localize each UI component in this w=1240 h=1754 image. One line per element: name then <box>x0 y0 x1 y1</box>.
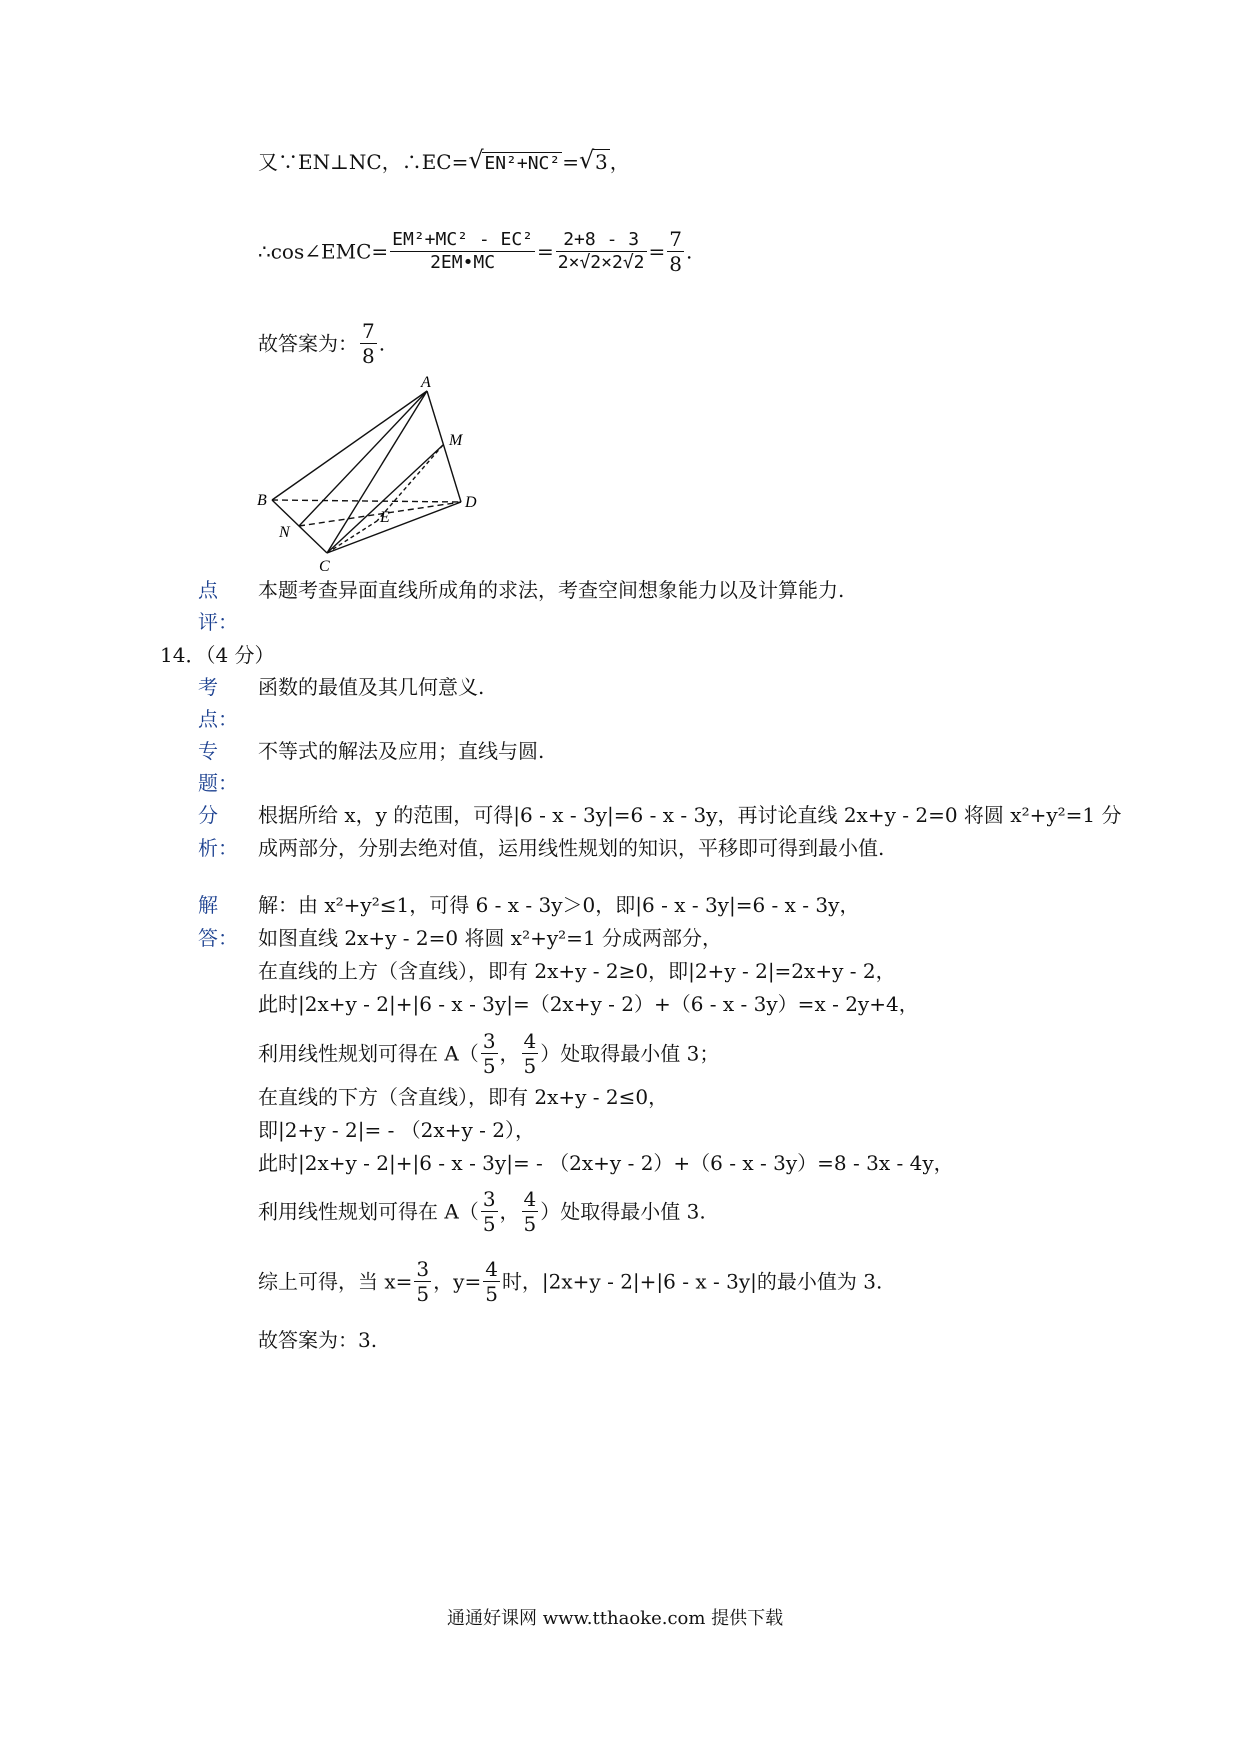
fenxi-label-1: 分 <box>198 803 218 827</box>
zhuanti-text: 不等式的解法及应用；直线与圆. <box>258 739 545 763</box>
fraction-num: 3 <box>416 1257 430 1281</box>
edge-ac <box>327 391 427 553</box>
solution-line-2: 如图直线 2x+y - 2=0 将圆 x²+y²=1 分成两部分， <box>258 926 723 950</box>
eq-sign: = <box>562 150 579 174</box>
fraction-num: 4 <box>523 1187 537 1211</box>
solution-line-1: 解：由 x²+y²≤1，可得 6 - x - 3y＞0，即|6 - x - 3y|=6 - x - 3y， <box>258 893 860 917</box>
kaodian-text: 函数的最值及其几何意义. <box>258 675 485 699</box>
fraction-den: 5 <box>482 1054 496 1078</box>
edge-an <box>299 391 427 526</box>
zhuanti-label-1: 专 <box>198 739 218 763</box>
fraction-den: 5 <box>482 1212 496 1236</box>
solution-line-9-suffix: ）处取得最小值 3. <box>540 1199 706 1224</box>
fraction-4-5 <box>522 1030 539 1077</box>
sqrt-3-radicand: 3 <box>595 150 608 174</box>
fraction-den: 5 <box>416 1282 430 1306</box>
eq-cos-emc <box>258 228 692 275</box>
solution-line-8: 此时|2x+y - 2|+|6 - x - 3y|= - （2x+y - 2）+（6 - x - 3y）=8 - 3x - 4y， <box>258 1151 954 1175</box>
cos-frac-2 <box>556 230 647 273</box>
edge-cm <box>327 445 443 553</box>
sqrt-3 <box>579 152 610 172</box>
answer-13 <box>258 320 385 367</box>
kaodian-label-1: 考 <box>198 675 218 699</box>
fraction-num: 3 <box>482 1029 496 1053</box>
jieda-label-2: 答： <box>198 926 238 950</box>
solution-line-6: 在直线的下方（含直线），即有 2x+y - 2≤0， <box>258 1085 669 1109</box>
cos-frac-1-num: EM²+MC² - EC² <box>392 229 534 251</box>
solution-line-4: 此时|2x+y - 2|+|6 - x - 3y|=（2x+y - 2）+（6 - x - 3y）=x - 2y+4， <box>258 992 919 1016</box>
sqrt-en-nc <box>468 152 562 173</box>
fraction-num: 4 <box>523 1029 537 1053</box>
kaodian-label-2: 点： <box>198 707 238 731</box>
solution-line-10-mid: ，y= <box>433 1269 482 1294</box>
cos-end: . <box>686 239 693 264</box>
label-d: D <box>465 494 477 511</box>
page-footer: 通通好课网 www.tthaoke.com 提供下载 <box>447 1608 784 1629</box>
solution-line-10-suffix: 时，|2x+y - 2|+|6 - x - 3y|的最小值为 3. <box>501 1269 883 1294</box>
edge-bd-hidden <box>272 500 461 502</box>
comma: ， <box>499 1199 520 1224</box>
fraction-3-5 <box>481 1030 498 1077</box>
cos-frac-3-num: 7 <box>669 227 682 251</box>
answer-13-end: . <box>378 331 386 356</box>
label-n: N <box>279 524 290 541</box>
answer-13-prefix: 故答案为： <box>258 331 358 356</box>
label-c: C <box>319 558 330 575</box>
eq-ec-end: ， <box>609 150 630 174</box>
edge-ab <box>272 391 427 500</box>
answer-13-den: 8 <box>362 344 375 368</box>
solution-line-11: 故答案为：3. <box>258 1328 378 1352</box>
label-m: M <box>449 432 463 449</box>
edge-cd <box>327 502 461 553</box>
solution-line-9 <box>258 1188 706 1235</box>
comma: ， <box>499 1041 520 1066</box>
solution-line-5-suffix: ）处取得最小值 3； <box>540 1041 720 1066</box>
eq-sign: = <box>648 239 666 264</box>
cos-frac-3-den: 8 <box>669 252 682 276</box>
fraction-4-5 <box>522 1188 539 1235</box>
zhuanti-label-2: 题： <box>198 771 238 795</box>
solution-line-9-prefix: 利用线性规划可得在 A（ <box>258 1199 479 1224</box>
solution-line-5 <box>258 1030 719 1077</box>
label-b: B <box>257 492 267 509</box>
tetrahedron-figure <box>255 375 495 575</box>
fraction-4-5 <box>483 1258 500 1305</box>
fraction-num: 4 <box>485 1257 498 1281</box>
eq-sign: = <box>537 239 554 264</box>
label-a: A <box>421 375 431 391</box>
solution-line-10 <box>258 1258 882 1305</box>
fenxi-line-2: 成两部分，分别去绝对值，运用线性规划的知识，平移即可得到最小值. <box>258 836 885 860</box>
comment-text: 本题考查异面直线所成角的求法，考查空间想象能力以及计算能力. <box>258 578 845 602</box>
cos-frac-2-den: 2×√2×2√2 <box>557 252 645 273</box>
fraction-den: 5 <box>523 1212 537 1236</box>
fraction-den: 5 <box>485 1282 498 1306</box>
comment-label-1: 点 <box>198 578 218 602</box>
eq-ec <box>258 152 630 173</box>
jieda-label-1: 解 <box>198 893 218 917</box>
solution-line-10-prefix: 综上可得，当 x= <box>258 1269 413 1294</box>
solution-line-7: 即|2+y - 2|= - （2x+y - 2）， <box>258 1118 535 1142</box>
solution-line-3: 在直线的上方（含直线），即有 2x+y - 2≥0，即|2+y - 2|=2x+y - 2， <box>258 959 896 983</box>
fraction-3-5 <box>414 1258 431 1305</box>
answer-13-frac <box>360 320 377 367</box>
fenxi-line-1: 根据所给 x，y 的范围，可得|6 - x - 3y|=6 - x - 3y，再讨论直线 2x+y - 2=0 将圆 x²+y²=1 分 <box>258 803 1122 827</box>
fraction-3-5 <box>481 1188 498 1235</box>
answer-13-num: 7 <box>362 319 375 343</box>
cos-frac-1-den: 2EM•MC <box>430 252 496 273</box>
cos-frac-3 <box>667 228 684 275</box>
comment-label-2: 评： <box>198 610 238 634</box>
eq-ec-prefix: 又∵EN⊥NC，∴EC= <box>258 150 469 174</box>
fraction-den: 5 <box>523 1054 537 1078</box>
cos-frac-2-num: 2+8 - 3 <box>556 230 647 252</box>
label-e: E <box>380 509 390 526</box>
cos-prefix: ∴cos∠EMC= <box>258 239 389 264</box>
sqrt-en-nc-radicand: EN²+NC² <box>484 153 561 174</box>
solution-line-5-prefix: 利用线性规划可得在 A（ <box>258 1041 479 1066</box>
fenxi-label-2: 析： <box>198 836 238 860</box>
question-14-header: 14．（4 分） <box>160 643 275 667</box>
fraction-num: 3 <box>482 1187 496 1211</box>
cos-frac-1 <box>390 230 535 273</box>
